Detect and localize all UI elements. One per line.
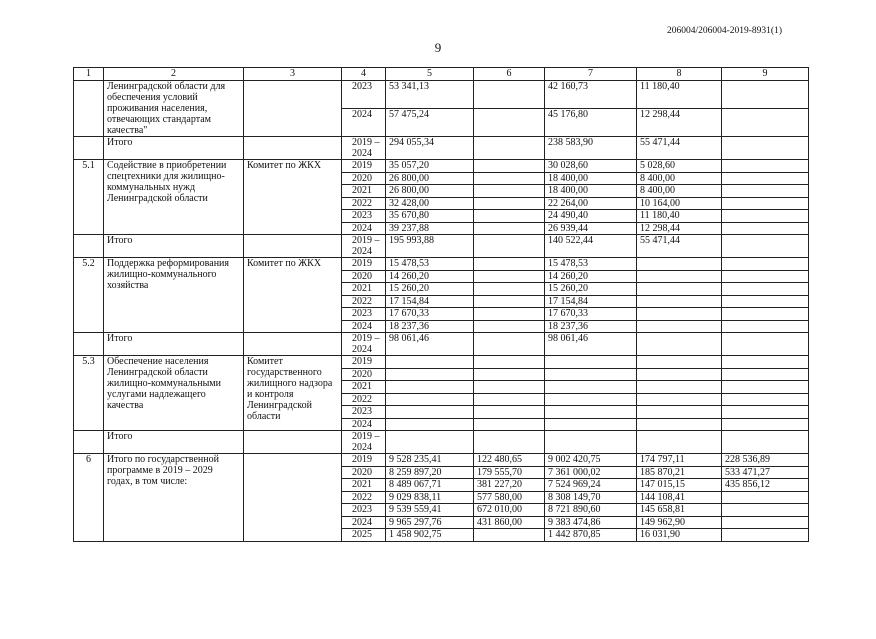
amount-cell	[474, 368, 545, 381]
total-label: Итого	[104, 235, 244, 258]
amount-cell	[722, 295, 809, 308]
total-amount-cell	[722, 235, 809, 258]
total-amount-cell: 238 583,90	[545, 137, 637, 160]
amount-cell: 431 860,00	[474, 516, 545, 529]
amount-cell: 53 341,13	[386, 81, 474, 109]
col-header: 3	[244, 68, 342, 81]
total-amount-cell: 55 471,44	[637, 235, 722, 258]
amount-cell: 174 797,11	[637, 454, 722, 467]
total-amount-cell	[474, 333, 545, 356]
amount-cell	[722, 308, 809, 321]
total-label: Итого	[104, 431, 244, 454]
amount-cell	[637, 381, 722, 394]
amount-cell	[637, 270, 722, 283]
table-row	[74, 454, 809, 467]
amount-cell: 15 260,20	[386, 283, 474, 296]
amount-cell: 15 260,20	[545, 283, 637, 296]
section-executor: Комитет государственного жилищного надзора и контроля Ленинградской области	[244, 356, 342, 431]
year-cell: 2019	[342, 356, 386, 369]
amount-cell: 7 524 969,24	[545, 479, 637, 492]
amount-cell	[474, 172, 545, 185]
section-number	[74, 81, 104, 137]
amount-cell: 672 010,00	[474, 504, 545, 517]
amount-cell: 9 383 474,86	[545, 516, 637, 529]
amount-cell	[722, 516, 809, 529]
amount-cell: 39 237,88	[386, 222, 474, 235]
amount-cell: 18 400,00	[545, 185, 637, 198]
amount-cell	[722, 529, 809, 542]
amount-cell	[545, 356, 637, 369]
amount-cell: 577 580,00	[474, 491, 545, 504]
period-cell: 2019 – 2024	[342, 137, 386, 160]
amount-cell	[637, 295, 722, 308]
amount-cell: 185 870,21	[637, 466, 722, 479]
amount-cell: 1 442 870,85	[545, 529, 637, 542]
year-cell: 2025	[342, 529, 386, 542]
amount-cell: 45 176,80	[545, 109, 637, 137]
amount-cell: 9 029 838,11	[386, 491, 474, 504]
amount-cell	[722, 160, 809, 173]
amount-cell	[545, 393, 637, 406]
amount-cell: 8 489 067,71	[386, 479, 474, 492]
amount-cell: 7 361 000,02	[545, 466, 637, 479]
amount-cell	[474, 160, 545, 173]
amount-cell	[637, 258, 722, 271]
amount-cell	[722, 504, 809, 517]
total-amount-cell	[474, 235, 545, 258]
amount-cell	[722, 270, 809, 283]
amount-cell: 533 471,27	[722, 466, 809, 479]
year-cell: 2022	[342, 491, 386, 504]
amount-cell: 14 260,20	[545, 270, 637, 283]
amount-cell: 15 478,53	[386, 258, 474, 271]
period-cell: 2019 – 2024	[342, 431, 386, 454]
year-cell: 2020	[342, 368, 386, 381]
amount-cell: 9 539 559,41	[386, 504, 474, 517]
amount-cell: 144 108,41	[637, 491, 722, 504]
section-executor: Комитет по ЖКХ	[244, 160, 342, 235]
total-executor-cell	[244, 235, 342, 258]
total-executor-cell	[244, 137, 342, 160]
amount-cell: 12 298,44	[637, 222, 722, 235]
table-row	[74, 160, 809, 173]
amount-cell: 8 721 890,60	[545, 504, 637, 517]
year-cell: 2020	[342, 172, 386, 185]
amount-cell: 12 298,44	[637, 109, 722, 137]
column-number-row	[74, 68, 809, 81]
total-amount-cell: 98 061,46	[545, 333, 637, 356]
year-cell: 2020	[342, 466, 386, 479]
amount-cell: 11 180,40	[637, 81, 722, 109]
year-cell: 2022	[342, 197, 386, 210]
total-amount-cell: 98 061,46	[386, 333, 474, 356]
total-amount-cell	[722, 137, 809, 160]
amount-cell: 145 658,81	[637, 504, 722, 517]
col-header: 5	[386, 68, 474, 81]
total-amount-cell	[474, 431, 545, 454]
total-row	[74, 431, 809, 454]
year-cell: 2024	[342, 109, 386, 137]
amount-cell	[637, 356, 722, 369]
section-name: Содействие в приобретении спецтехники для жилищно-коммунальных нужд Ленинградской области	[104, 160, 244, 235]
col-header: 1	[74, 68, 104, 81]
total-number-cell	[74, 333, 104, 356]
amount-cell	[474, 270, 545, 283]
amount-cell: 1 458 902,75	[386, 529, 474, 542]
year-cell: 2021	[342, 283, 386, 296]
section-name: Итого по государственной программе в 2019 – 2029 годах, в том числе:	[104, 454, 244, 542]
amount-cell: 26 800,00	[386, 185, 474, 198]
amount-cell	[474, 356, 545, 369]
section-name: Поддержка реформирования жилищно-коммунального хозяйства	[104, 258, 244, 333]
amount-cell	[722, 406, 809, 419]
amount-cell	[474, 308, 545, 321]
total-amount-cell	[722, 333, 809, 356]
amount-cell	[722, 210, 809, 223]
amount-cell: 9 528 235,41	[386, 454, 474, 467]
amount-cell	[474, 320, 545, 333]
amount-cell: 26 800,00	[386, 172, 474, 185]
amount-cell	[637, 283, 722, 296]
year-cell: 2024	[342, 320, 386, 333]
amount-cell	[722, 356, 809, 369]
col-header: 8	[637, 68, 722, 81]
section-executor	[244, 454, 342, 542]
amount-cell: 17 154,84	[386, 295, 474, 308]
document-id: 206004/206004-2019-8931(1)	[666, 26, 782, 36]
total-amount-cell	[386, 431, 474, 454]
section-name: Обеспечение населения Ленинградской области жилищно-коммунальными услугами надлежащего качества	[104, 356, 244, 431]
amount-cell: 179 555,70	[474, 466, 545, 479]
amount-cell: 26 939,44	[545, 222, 637, 235]
total-row	[74, 333, 809, 356]
table-row	[74, 356, 809, 369]
amount-cell	[722, 491, 809, 504]
amount-cell: 122 480,65	[474, 454, 545, 467]
amount-cell	[474, 210, 545, 223]
amount-cell	[722, 320, 809, 333]
amount-cell	[474, 406, 545, 419]
amount-cell	[722, 381, 809, 394]
amount-cell: 42 160,73	[545, 81, 637, 109]
amount-cell: 8 308 149,70	[545, 491, 637, 504]
period-cell: 2019 – 2024	[342, 333, 386, 356]
year-cell: 2023	[342, 504, 386, 517]
amount-cell: 22 264,00	[545, 197, 637, 210]
year-cell: 2023	[342, 406, 386, 419]
amount-cell	[474, 109, 545, 137]
total-label: Итого	[104, 333, 244, 356]
amount-cell	[545, 418, 637, 431]
amount-cell	[637, 308, 722, 321]
amount-cell	[474, 418, 545, 431]
amount-cell	[722, 393, 809, 406]
amount-cell	[722, 222, 809, 235]
section-number: 5.3	[74, 356, 104, 431]
amount-cell	[722, 109, 809, 137]
amount-cell: 16 031,90	[637, 529, 722, 542]
amount-cell: 18 237,36	[545, 320, 637, 333]
amount-cell: 17 670,33	[386, 308, 474, 321]
section-number: 6	[74, 454, 104, 542]
amount-cell: 9 965 297,76	[386, 516, 474, 529]
amount-cell: 30 028,60	[545, 160, 637, 173]
section-name: Ленинградской области для обеспечения условий проживания населения, отвечающих стандартам качества"	[104, 81, 244, 137]
amount-cell	[722, 258, 809, 271]
col-header: 6	[474, 68, 545, 81]
amount-cell: 10 164,00	[637, 197, 722, 210]
amount-cell	[722, 418, 809, 431]
amount-cell: 149 962,90	[637, 516, 722, 529]
amount-cell: 147 015,15	[637, 479, 722, 492]
amount-cell: 24 490,40	[545, 210, 637, 223]
amount-cell	[474, 197, 545, 210]
amount-cell	[474, 295, 545, 308]
year-cell: 2023	[342, 210, 386, 223]
total-amount-cell: 195 993,88	[386, 235, 474, 258]
year-cell: 2021	[342, 381, 386, 394]
amount-cell: 57 475,24	[386, 109, 474, 137]
amount-cell	[637, 418, 722, 431]
amount-cell	[474, 81, 545, 109]
table-row	[74, 81, 809, 109]
year-cell: 2023	[342, 308, 386, 321]
amount-cell: 17 670,33	[545, 308, 637, 321]
total-number-cell	[74, 235, 104, 258]
amount-cell: 14 260,20	[386, 270, 474, 283]
col-header: 4	[342, 68, 386, 81]
amount-cell	[474, 393, 545, 406]
amount-cell	[474, 381, 545, 394]
year-cell: 2024	[342, 418, 386, 431]
table-body	[74, 81, 809, 542]
total-row	[74, 137, 809, 160]
total-executor-cell	[244, 431, 342, 454]
amount-cell: 35 057,20	[386, 160, 474, 173]
amount-cell	[722, 185, 809, 198]
amount-cell	[386, 393, 474, 406]
amount-cell	[386, 368, 474, 381]
amount-cell	[474, 258, 545, 271]
amount-cell: 18 237,36	[386, 320, 474, 333]
amount-cell	[474, 222, 545, 235]
col-header: 9	[722, 68, 809, 81]
amount-cell	[386, 406, 474, 419]
amount-cell	[722, 368, 809, 381]
amount-cell	[722, 197, 809, 210]
period-cell: 2019 – 2024	[342, 235, 386, 258]
amount-cell: 381 227,20	[474, 479, 545, 492]
section-number: 5.2	[74, 258, 104, 333]
col-header: 7	[545, 68, 637, 81]
year-cell: 2024	[342, 516, 386, 529]
amount-cell	[545, 406, 637, 419]
amount-cell	[474, 283, 545, 296]
budget-table	[73, 67, 809, 542]
year-cell: 2021	[342, 185, 386, 198]
section-executor	[244, 81, 342, 137]
amount-cell: 32 428,00	[386, 197, 474, 210]
amount-cell	[637, 320, 722, 333]
year-cell: 2019	[342, 454, 386, 467]
year-cell: 2019	[342, 160, 386, 173]
amount-cell: 8 400,00	[637, 185, 722, 198]
amount-cell	[637, 393, 722, 406]
amount-cell	[545, 381, 637, 394]
total-amount-cell: 140 522,44	[545, 235, 637, 258]
amount-cell: 8 259 897,20	[386, 466, 474, 479]
amount-cell: 8 400,00	[637, 172, 722, 185]
total-amount-cell	[474, 137, 545, 160]
amount-cell: 435 856,12	[722, 479, 809, 492]
total-executor-cell	[244, 333, 342, 356]
year-cell: 2020	[342, 270, 386, 283]
total-amount-cell: 294 055,34	[386, 137, 474, 160]
total-amount-cell: 55 471,44	[637, 137, 722, 160]
col-header: 2	[104, 68, 244, 81]
amount-cell	[474, 185, 545, 198]
table-row	[74, 258, 809, 271]
section-executor: Комитет по ЖКХ	[244, 258, 342, 333]
amount-cell	[386, 356, 474, 369]
page-number: 9	[434, 40, 442, 55]
year-cell: 2023	[342, 81, 386, 109]
amount-cell	[637, 368, 722, 381]
amount-cell: 9 002 420,75	[545, 454, 637, 467]
total-amount-cell	[637, 333, 722, 356]
amount-cell: 228 536,89	[722, 454, 809, 467]
amount-cell: 5 028,60	[637, 160, 722, 173]
total-amount-cell	[637, 431, 722, 454]
total-amount-cell	[722, 431, 809, 454]
amount-cell	[545, 368, 637, 381]
year-cell: 2019	[342, 258, 386, 271]
year-cell: 2024	[342, 222, 386, 235]
total-number-cell	[74, 137, 104, 160]
amount-cell	[474, 529, 545, 542]
amount-cell	[722, 81, 809, 109]
amount-cell	[386, 381, 474, 394]
year-cell: 2022	[342, 393, 386, 406]
amount-cell	[722, 283, 809, 296]
amount-cell: 17 154,84	[545, 295, 637, 308]
total-number-cell	[74, 431, 104, 454]
amount-cell	[637, 406, 722, 419]
amount-cell: 18 400,00	[545, 172, 637, 185]
total-label: Итого	[104, 137, 244, 160]
amount-cell: 35 670,80	[386, 210, 474, 223]
amount-cell	[386, 418, 474, 431]
amount-cell	[722, 172, 809, 185]
total-row	[74, 235, 809, 258]
year-cell: 2021	[342, 479, 386, 492]
section-number: 5.1	[74, 160, 104, 235]
amount-cell: 11 180,40	[637, 210, 722, 223]
total-amount-cell	[545, 431, 637, 454]
year-cell: 2022	[342, 295, 386, 308]
amount-cell: 15 478,53	[545, 258, 637, 271]
